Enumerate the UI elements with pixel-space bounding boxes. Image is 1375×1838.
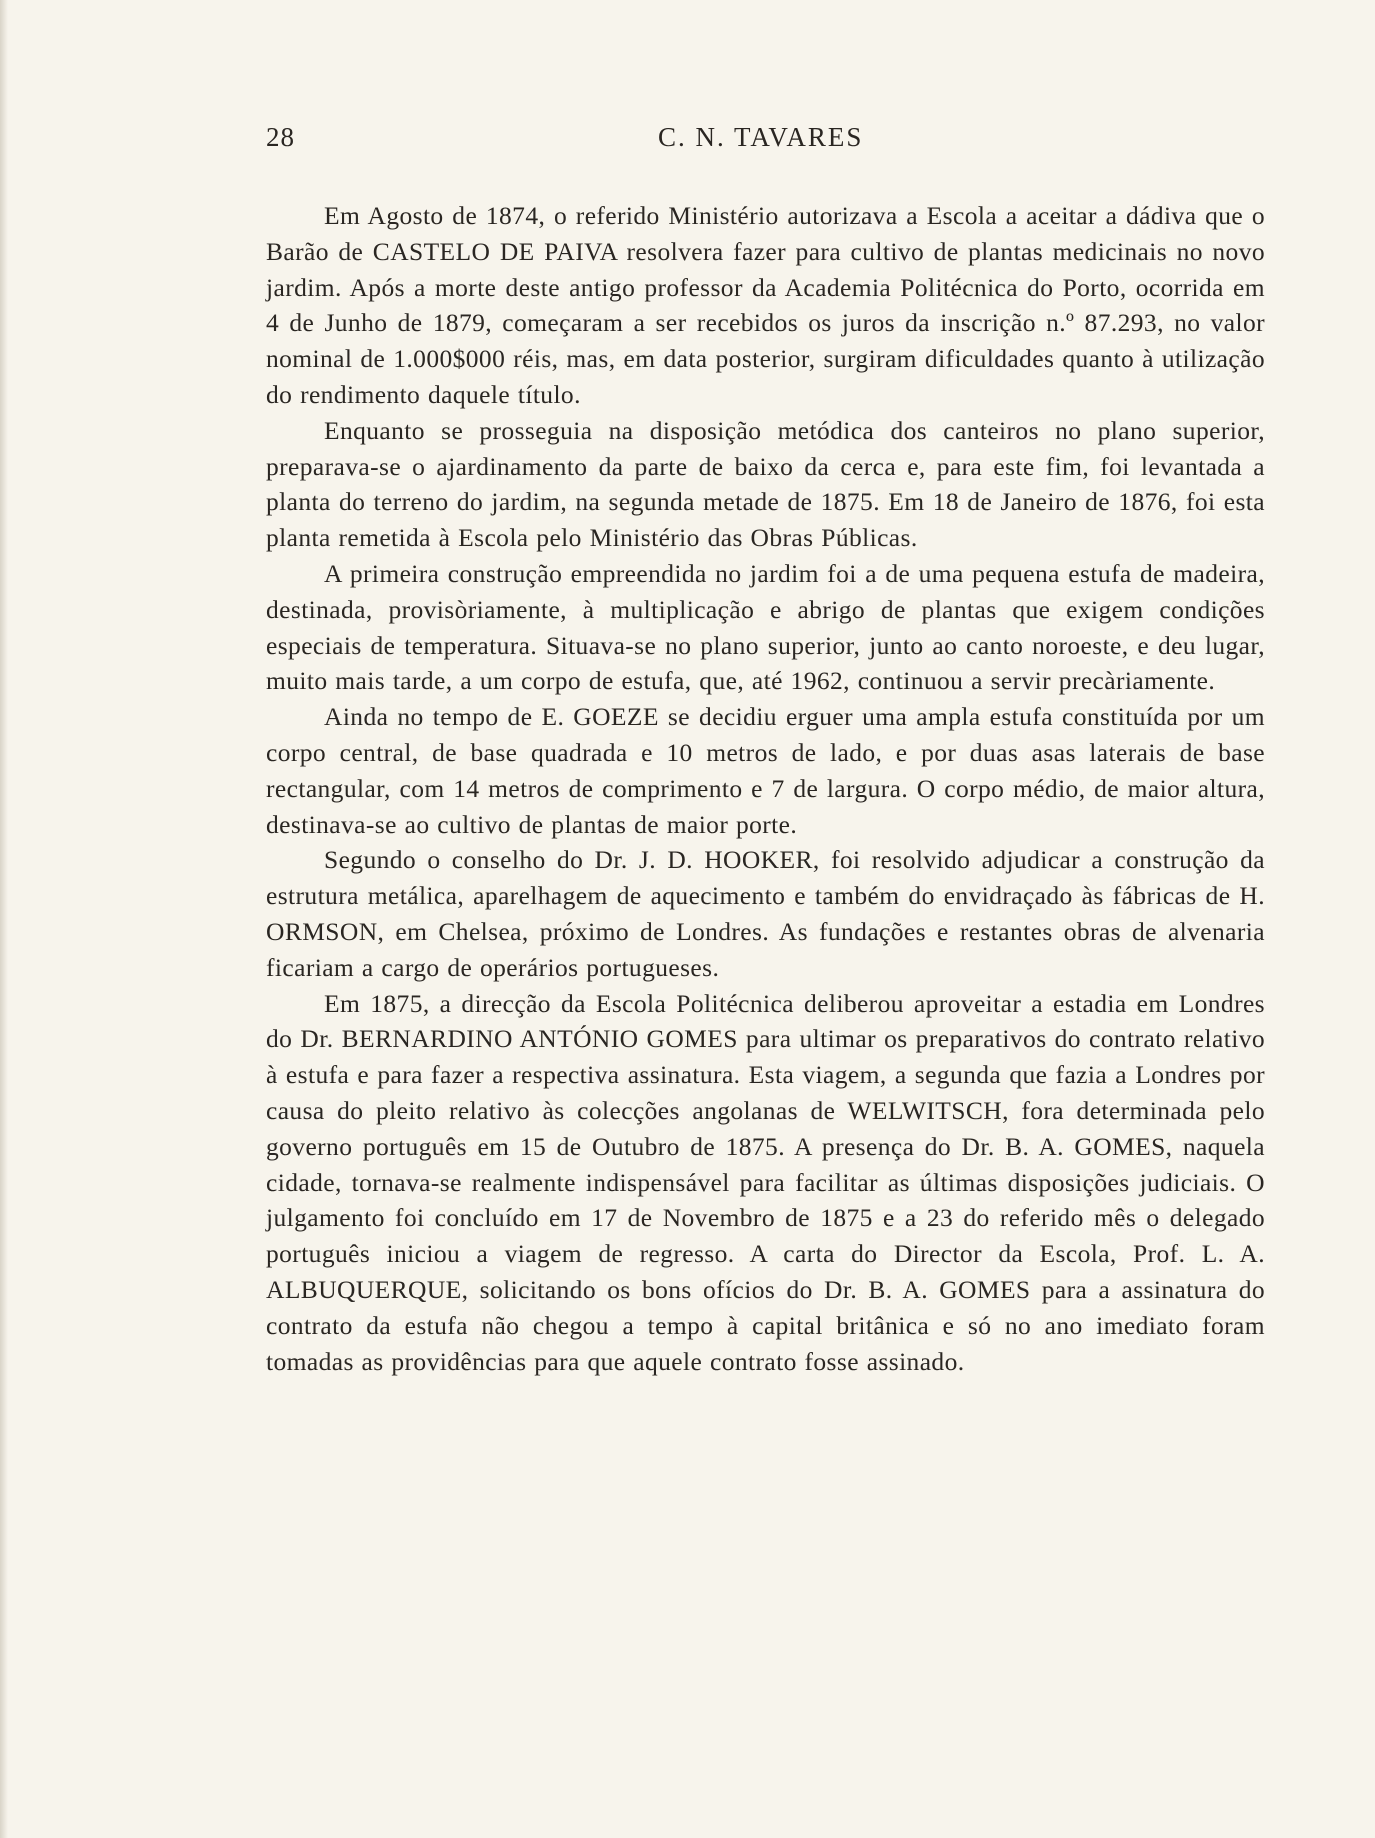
page-number: 28 [266,122,295,152]
paragraph: Segundo o conselho do Dr. J. D. HOOKER, foi resolvido adjudicar a construção da estrutura metálica, aparelhagem de aquecimento e também do envidraçado às fábricas de H. ORMSON, em Chelsea, próximo de Londres. As fundações e restantes obras de alvenaria ficariam a cargo de operários portugueses. [266,845,1265,982]
page-header [266,122,1266,162]
paragraph: Ainda no tempo de E. GOEZE se decidiu erguer uma ampla estufa constituída por um corpo central, de base quadrada e 10 metros de lado, e por duas asas laterais de base rectangular, com 14 metros de comprimento e 7 de largura. O corpo médio, de maior altura, destinava-se ao cultivo de plantas de maior porte. [266,702,1265,839]
running-head: C. N. TAVARES [658,122,864,152]
paragraph: Enquanto se prosseguia na disposição metódica dos canteiros no plano superior, preparava-se o ajardinamento da parte de baixo da cerca e, para este fim, foi levantada a planta do terreno do jardim, na segunda metade de 1875. Em 18 de Janeiro de 1876, foi esta planta remetida à Escola pelo Ministério das Obras Públicas. [266,415,1265,553]
page-edge [0,0,8,1838]
body-text [266,198,1265,1379]
paragraph: Em Agosto de 1874, o referido Ministério autorizava a Escola a aceitar a dádiva que o Barão de CASTELO DE PAIVA resolvera fazer para cultivo de plantas medicinais no novo jardim. Após a morte deste antigo professor da Academia Politécnica do Porto, ocorrida em 4 de Junho de 1879, começaram a ser recebidos os juros da inscrição n.º 87.293, no valor nominal de 1.000$000 réis, mas, em data posterior, surgiram dificuldades quanto à utilização do rendimento daquele título. [266,201,1265,409]
paragraph: A primeira construção empreendida no jardim foi a de uma pequena estufa de madeira, destinada, provisòriamente, à multiplicação e abrigo de plantas que exigem condições especiais de temperatura. Situava-se no plano superior, junto ao canto noroeste, e deu lugar, muito mais tarde, a um corpo de estufa, que, até 1962, continuou a servir precàriamente. [266,558,1265,696]
paragraph: Em 1875, a direcção da Escola Politécnica deliberou aproveitar a estadia em Londres do Dr. BERNARDINO ANTÓNIO GOMES para ultimar os preparativos do contrato relativo à estufa e para fazer a respectiva assinatura. Esta viagem, a segunda que fazia a Londres por causa do pleito relativo às colecções angolanas de WELWITSCH, fora determinada pelo governo português em 15 de Outubro de 1875. A presença do Dr. B. A. GOMES, naquela cidade, tornava-se realmente indispensável para facilitar as últimas disposições judiciais. O julgamento foi concluído em 17 de Novembro de 1875 e a 23 do referido mês o delegado português iniciou a viagem de regresso. A carta do Director da Escola, Prof. L. A. ALBUQUERQUE, solicitando os bons ofícios do Dr. B. A. GOMES para a assinatura do contrato da estufa não chegou a tempo à capital britânica e só no ano imediato foram tomadas as providências para que aquele contrato fosse assinado. [266,988,1265,1376]
